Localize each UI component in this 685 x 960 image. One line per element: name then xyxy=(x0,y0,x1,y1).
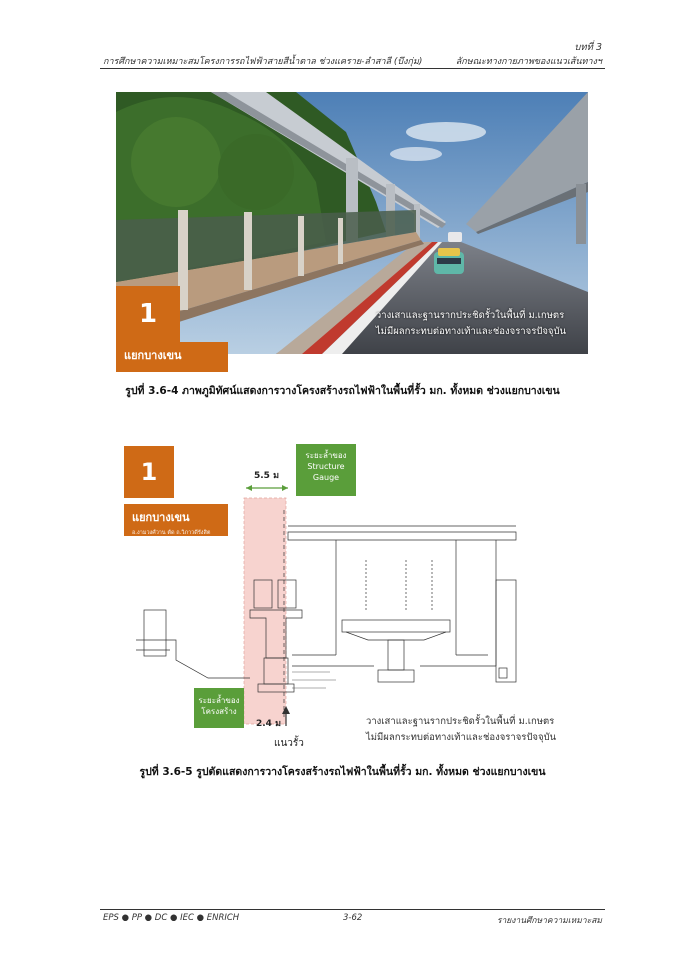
overlay-line-1: วางเสาและฐานรากประชิดรั้วในพื้นที่ ม.เกษตร xyxy=(375,310,565,321)
figure-caption-3-6-4: รูปที่ 3.6-4 ภาพภูมิทัศน์แสดงการวางโครงสร้างรถไฟฟ้าในพื้นที่รั้ว มก. ทั้งหมด ช่วงแยกบางเขน xyxy=(125,385,560,397)
report-title: การศึกษาความเหมาะสมโครงการรถไฟฟ้าสายสีน้ำตาล ช่วงแคราย-ลำสาลี (บึงกุ่ม) xyxy=(103,57,423,67)
location-label-badge xyxy=(116,342,228,372)
fence-line-label: แนวรั้ว xyxy=(274,738,304,749)
footer-rule xyxy=(100,909,605,910)
note-line-1: วางเสาและฐานรากประชิดรั้วในพื้นที่ ม.เกษตร xyxy=(366,716,555,727)
page-number: 3-62 xyxy=(343,913,363,923)
overlay-line-2: ไม่มีผลกระทบต่อทางเท้าและช่องจราจรปัจจุบัน xyxy=(375,326,566,337)
chapter-label: บทที่ 3 xyxy=(574,42,602,53)
dimension-top-label: 5.5 ม xyxy=(254,471,280,481)
location-title: แยกบางเขน xyxy=(124,349,182,362)
gauge-top-line-3: Gauge xyxy=(312,473,340,482)
structure-offset-box xyxy=(194,688,244,728)
footer-report-name: รายงานศึกษาความเหมาะสม xyxy=(496,916,602,926)
location-label-badge-2 xyxy=(124,504,228,536)
location-number-badge: 1 xyxy=(116,286,180,342)
rendering-overlay-note xyxy=(376,308,566,340)
structure-gauge-box xyxy=(296,444,356,496)
location-subtitle-2: อ.งามวงศ์วาน ตัด ถ.วิภาวดีรังสิต xyxy=(132,530,211,536)
gauge-top-line-2: Structure xyxy=(307,462,345,471)
figure-caption-3-6-5: รูปที่ 3.6-5 รูปตัดแสดงการวางโครงสร้างรถไฟฟ้าในพื้นที่รั้ว มก. ทั้งหมด ช่วงแยกบางเขน xyxy=(139,766,546,778)
dimension-bottom-label: 2.4 ม xyxy=(256,719,282,729)
location-number-badge-2: 1 xyxy=(124,446,174,498)
section-title: ลักษณะทางกายภาพของแนวเส้นทางฯ xyxy=(455,57,602,67)
footer-consortium: EPS ● PP ● DC ● IEC ● ENRICH xyxy=(103,913,240,923)
header-rule xyxy=(100,68,605,69)
gauge-bottom-line-2: โครงสร้าง xyxy=(201,707,237,716)
note-line-2: ไม่มีผลกระทบต่อทางเท้าและช่องจราจรปัจจุบัน xyxy=(366,732,557,743)
gauge-bottom-line-1: ระยะล้ำของ xyxy=(198,696,240,705)
location-title-2: แยกบางเขน xyxy=(132,511,190,524)
cross-section-drawing xyxy=(116,440,596,760)
cross-section-figure xyxy=(116,440,596,760)
gauge-top-line-1: ระยะล้ำของ xyxy=(305,451,347,460)
landscape-rendering xyxy=(116,92,588,362)
cross-section-note xyxy=(366,714,556,746)
